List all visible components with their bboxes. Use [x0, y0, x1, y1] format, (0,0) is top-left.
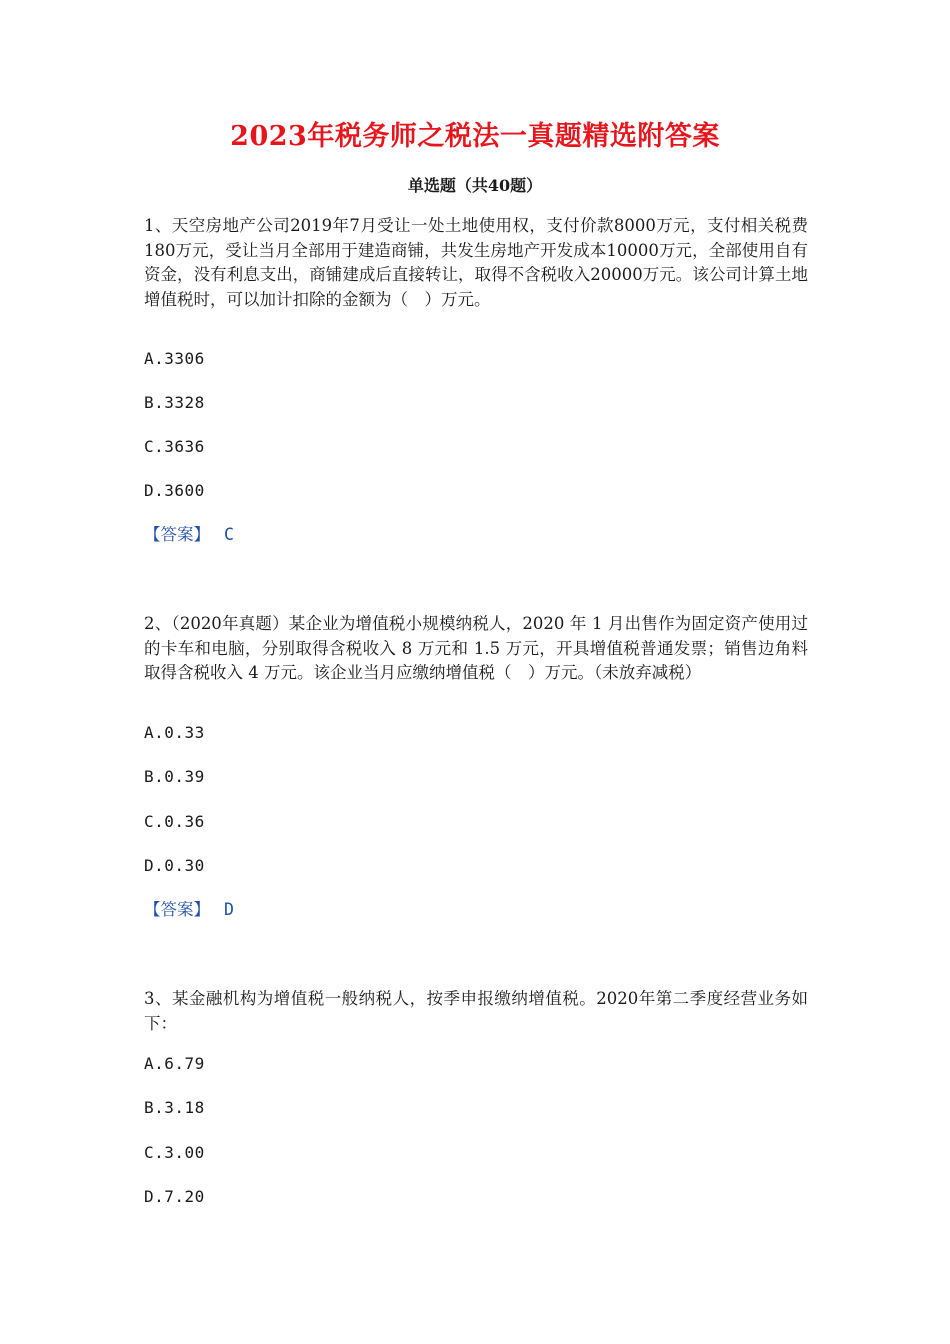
page-title: 2023年税务师之税法一真题精选附答案	[230, 121, 720, 152]
question-1-option-a: A.3306	[144, 349, 205, 368]
question-3-text: 3、某金融机构为增值税一般纳税人，按季申报缴纳增值税。2020年第二季度经营业务如下：	[144, 989, 808, 1033]
question-1-option-c: C.3636	[144, 437, 205, 456]
question-3-option-c: C.3.00	[144, 1143, 205, 1162]
question-2-option-b: B.0.39	[144, 767, 205, 786]
answer-label: 【答案】	[144, 900, 210, 919]
question-2-option-d: D.0.30	[144, 856, 205, 875]
question-2-answer	[144, 900, 234, 920]
answer-value: C	[224, 525, 234, 544]
question-3-option-a: A.6.79	[144, 1054, 205, 1073]
question-2-text: 2、（2020年真题）某企业为增值税小规模纳税人，2020 年 1 月出售作为固定资产使用过的卡车和电脑，分别取得含税收入 8 万元和 1.5 万元，开具增值税普通发票；销售边角料取得含税收入 4 万元。该企业当月应缴纳增值税（ ）万元。（未放弃减税）	[144, 614, 808, 682]
section-heading: 单选题（共40题）	[407, 176, 543, 195]
question-1-option-b: B.3328	[144, 393, 205, 412]
question-1-answer	[144, 525, 234, 545]
question-2-option-c: C.0.36	[144, 812, 205, 831]
question-3-option-d: D.7.20	[144, 1187, 205, 1206]
question-1-text: 1、天空房地产公司2019年7月受让一处土地使用权，支付价款8000万元，支付相关税费180万元，受让当月全部用于建造商铺，共发生房地产开发成本10000万元，全部使用自有资金，没有利息支出，商铺建成后直接转让，取得不含税收入20000万元。该公司计算土地增值税时，可以加计扣除的金额为（ ）万元。	[144, 216, 808, 309]
question-3-option-b: B.3.18	[144, 1098, 205, 1117]
question-2-option-a: A.0.33	[144, 723, 205, 742]
answer-value: D	[224, 900, 234, 919]
answer-label: 【答案】	[144, 525, 210, 544]
question-1-option-d: D.3600	[144, 481, 205, 500]
